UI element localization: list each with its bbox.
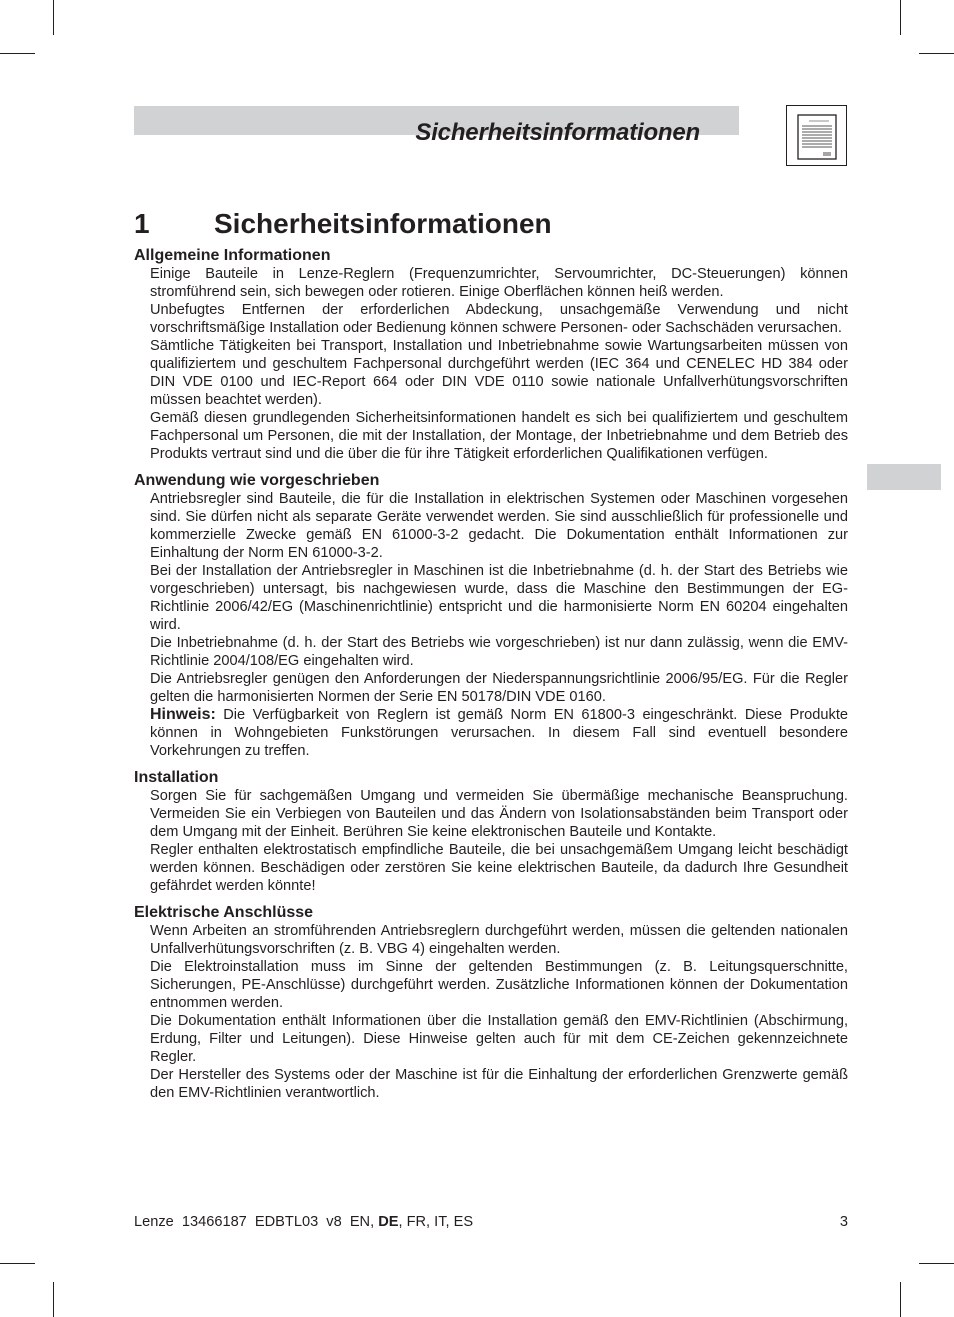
crop-mark [0, 1263, 35, 1264]
paragraph: Die Antriebsregler genügen den Anforderungen der Niederspannungsrichtlinie 2006/95/EG. Für die Regler gelten die harmonisierten Normen der Serie EN 50178/DIN VDE 0160. [150, 671, 848, 705]
paragraph: Sorgen Sie für sachgemäßen Umgang und vermeiden Sie übermäßige mechanische Beanspruchung. Vermeiden Sie ein Verbiegen von Bauteilen und das Ändern von Isolationsabständen beim Transport oder dem Umgang mit der Einheit. Berühren Sie keine elektronischen Bauteile und Kontakte. [150, 788, 848, 840]
footer-doc-suffix: , FR, IT, ES [398, 1214, 474, 1230]
paragraph: Gemäß diesen grundlegenden Sicherheitsinformationen handelt es sich bei qualifiziertem und geschultem Fachpersonal um Personen, die mit der Installation, der Montage, der Inbetriebnahme und dem Betrieb des Produkts vertraut sind und die über die für ihre Tätigkeit erforderlichen Qualifikationen verfügen. [150, 410, 848, 462]
chapter-tab-marker [867, 464, 941, 490]
paragraph: Bei der Installation der Antriebsregler in Maschinen ist die Inbetriebnahme (d. h. der Start des Betriebs wie vorgeschrieben) untersagt, bis nachgewiesen wurde, dass die Maschine den Bestimmungen der EG-Richtlinie 2006/42/EG (Maschinenrichtlinie) entspricht und die harmonisierte Norm EN 60204 eingehalten wird. [150, 563, 848, 633]
paragraph: Antriebsregler sind Bauteile, die für die Installation in elektrischen Systemen oder Maschinen vorgesehen sind. Sie dürfen nicht als separate Geräte verwendet werden. Sie sind ausschließlich für professionelle und kommerzielle Zwecke gemäß EN 61000-3-2 gedacht. Die Dokumentation enthält Informationen zur Einhaltung der Norm EN 61000-3-2. [150, 491, 848, 561]
crop-mark [900, 0, 901, 35]
hint-label: Hinweis: [150, 706, 216, 723]
crop-mark [53, 1282, 54, 1317]
crop-mark [919, 1263, 954, 1264]
paragraph: Wenn Arbeiten an stromführenden Antriebsreglern durchgeführt werden, müssen die geltenden nationalen Unfallverhütungsvorschriften (z. B. VBG 4) eingehalten werden. [150, 923, 848, 957]
page-number: 3 [839, 1214, 848, 1230]
paragraph: Sämtliche Tätigkeiten bei Transport, Installation und Inbetriebnahme sowie Wartungsarbeiten müssen von qualifiziertem und geschultem Fachpersonal durchgeführt werden (IEC 364 und CENELEC HD 384 oder DIN VDE 0100 und IEC-Report 664 oder DIN VDE 0110 sowie nationale Unfallverhütungsvorschriften müssen beachtet werden). [150, 338, 848, 408]
crop-mark [0, 53, 35, 54]
main-content [134, 246, 848, 1110]
section-general-info [134, 246, 848, 463]
document-icon [786, 105, 847, 166]
chapter-heading [134, 208, 552, 240]
section-title: Anwendung wie vorgeschrieben [134, 472, 380, 489]
section-title: Allgemeine Informationen [134, 247, 331, 264]
chapter-title: Sicherheitsinformationen [214, 208, 552, 239]
section-intended-use [134, 471, 848, 760]
section-title: Installation [134, 769, 219, 786]
crop-mark [919, 53, 954, 54]
section-installation [134, 768, 848, 895]
paragraph: Regler enthalten elektrostatisch empfindliche Bauteile, die bei unsachgemäßem Umgang leicht beschädigt werden können. Beschädigen oder zerstören Sie keine elektrischen Bauteile, da dadurch Ihre Gesundheit gefährdet werden könnte! [150, 842, 848, 894]
crop-mark [900, 1282, 901, 1317]
paragraph: Die Inbetriebnahme (d. h. der Start des Betriebs wie vorgeschrieben) ist nur dann zulässig, wenn die EMV-Richtlinie 2004/108/EG eingehalten wird. [150, 635, 848, 669]
paragraph: Einige Bauteile in Lenze-Reglern (Frequenzumrichter, Servoumrichter, DC-Steuerungen) können stromführend sein, sich bewegen oder rotieren. Einige Oberflächen können heiß werden. [150, 266, 848, 300]
paragraph: Die Elektroinstallation muss im Sinne der geltenden Bestimmungen (z. B. Leitungsquerschnitte, Sicherungen, PE-Anschlüsse) durchgeführt werden. Zusätzliche Informationen können der Dokumentation entnommen werden. [150, 959, 848, 1011]
section-title: Elektrische Anschlüsse [134, 904, 314, 921]
paragraph: Die Dokumentation enthält Informationen über die Installation gemäß den EMV-Richtlinien (Abschirmung, Erdung, Filter und Leitungen). Diese Hinweise gelten auch für mit dem CE-Zeichen gekennzeichnete Regler. [150, 1013, 848, 1065]
paragraph: Der Hersteller des Systems oder der Maschine ist für die Einhaltung der erforderlichen Grenzwerte gemäß den EMV-Richtlinien verantwortlich. [150, 1067, 848, 1101]
paragraph: Unbefugtes Entfernen der erforderlichen Abdeckung, unsachgemäße Verwendung und nicht vorschriftsmäßige Installation oder Bedienung können schwere Personen- oder Sachschäden verursachen. [150, 302, 848, 336]
section-electrical-connections [134, 903, 848, 1102]
crop-mark [53, 0, 54, 35]
header-title: Sicherheitsinformationen [415, 119, 700, 146]
chapter-number: 1 [134, 208, 150, 239]
footer-doc-prefix: Lenze 13466187 EDBTL03 v8 EN, [134, 1214, 379, 1230]
hint-paragraph [150, 706, 848, 760]
footer-doc-info [134, 1214, 473, 1230]
footer-current-language: DE [378, 1214, 399, 1230]
hint-text: Die Verfügbarkeit von Reglern ist gemäß Norm EN 61800-3 eingeschränkt. Diese Produkte können in Wohngebieten Funkstörungen verursachen. In diesem Fall sind eventuell besondere Vorkehrungen zu treffen. [150, 707, 848, 759]
